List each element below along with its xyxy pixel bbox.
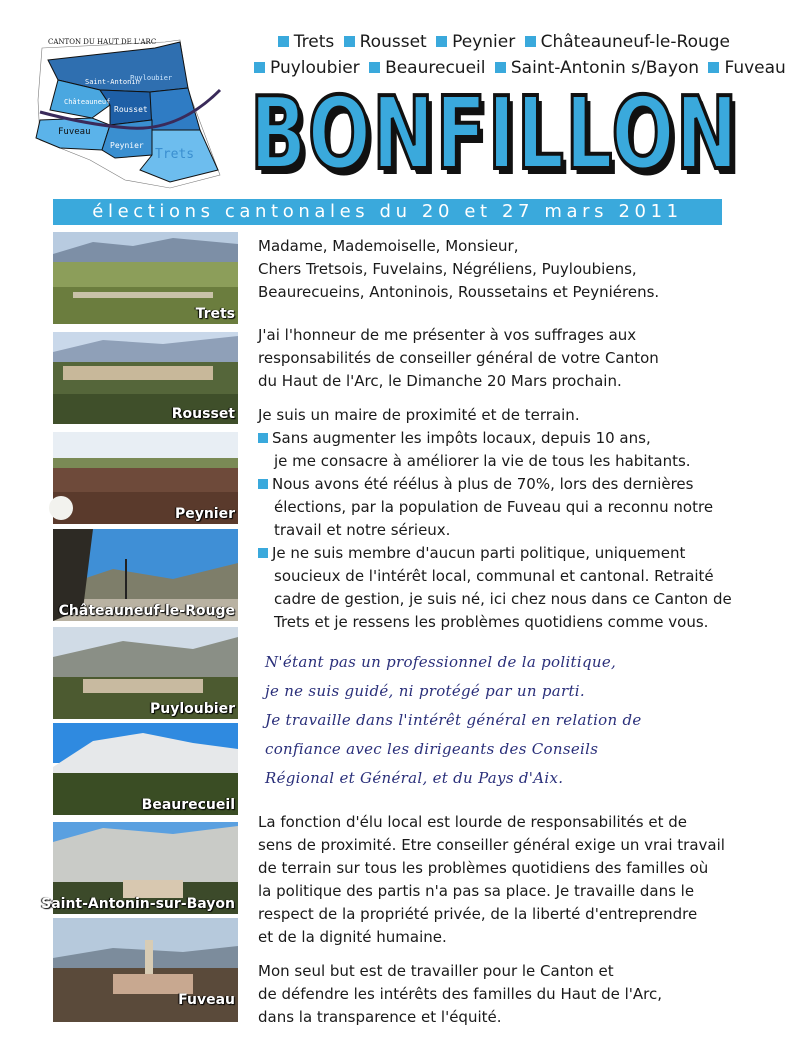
commune-item: Fuveau <box>708 57 785 79</box>
candidate-name-title: BONFILLON <box>250 75 740 192</box>
map-label-puyloubier: Puyloubier <box>130 74 173 82</box>
blue-square-icon <box>708 62 719 73</box>
photo-label: Rousset <box>171 406 235 422</box>
commune-item: Trets <box>278 31 334 53</box>
lead-sentence: Je suis un maire de proximité et de terrain. <box>258 406 580 424</box>
bullet-square-icon <box>258 548 268 558</box>
photo-label: Peynier <box>174 506 235 522</box>
blue-square-icon <box>495 62 506 73</box>
bullet-independent: Je ne suis membre d'aucun parti politique, uniquement soucieux de l'intérêt local, communal et cantonal. Retraité cadre de gestion, je suis né, ici chez nous dans ce Canton de Trets et je ressens les problèmes quotidiens comme vous. <box>258 542 728 634</box>
photo-puyloubier <box>53 627 238 719</box>
commune-item: Rousset <box>344 31 427 53</box>
photo-label: Fuveau <box>178 992 235 1008</box>
photo-chateauneuf-le-rouge <box>53 529 238 621</box>
commune-item: Beaurecueil <box>369 57 485 79</box>
map-title: CANTON DU HAUT DE L'ARC <box>48 38 157 46</box>
photo-label: Trets <box>195 306 235 322</box>
photo-label: Saint-Antonin-sur-Bayon <box>41 896 235 912</box>
blue-square-icon <box>436 36 447 47</box>
photo-label: Châteauneuf-le-Rouge <box>58 603 235 619</box>
bullet-square-icon <box>258 433 268 443</box>
election-dates-banner: élections cantonales du 20 et 27 mars 2011 <box>53 199 722 225</box>
photo-label: Beaurecueil <box>141 797 235 813</box>
map-label-chateauneuf: Châteauneuf <box>64 98 111 106</box>
bullet-square-icon <box>258 479 268 489</box>
canton-map <box>30 30 230 190</box>
photo-rousset <box>53 332 238 424</box>
map-label-trets: Trets <box>155 147 195 162</box>
bullet-reelection: Nous avons été réélus à plus de 70%, lors des dernières élections, par la population de Fuveau qui a reconnu notre travail et notre sérieux. <box>258 473 728 542</box>
handwritten-note: N'étant pas un professionnel de la politique, je ne suis guidé, ni protégé par un parti. Je travaille dans l'intérêt général en relation de confiance avec les dirigeants des Conseils Régional et Général, et du Pays d'Aix. <box>265 653 642 787</box>
goal-paragraph: Mon seul but est de travailler pour le Canton et de défendre les intérêts des familles du Haut de l'Arc, dans la transparence et l'équité. <box>258 962 663 1026</box>
photo-beaurecueil <box>53 723 238 815</box>
blue-square-icon <box>254 62 265 73</box>
map-label-peynier: Peynier <box>110 141 144 150</box>
blue-square-icon <box>525 36 536 47</box>
blue-square-icon <box>344 36 355 47</box>
greeting: Madame, Mademoiselle, Monsieur, Chers Tretsois, Fuvelains, Négréliens, Puyloubiens, Beaurecueins, Antoninois, Roussetains et Peyniérens. <box>258 237 660 301</box>
photo-fuveau <box>53 918 238 1010</box>
photo-trets <box>53 232 238 324</box>
map-label-rousset: Rousset <box>114 105 148 114</box>
blue-square-icon <box>369 62 380 73</box>
photo-peynier <box>53 432 238 524</box>
commune-list-row-1 <box>250 31 730 53</box>
photo-label: Puyloubier <box>150 701 235 717</box>
map-label-fuveau: Fuveau <box>58 127 91 137</box>
commune-item: Saint-Antonin s/Bayon <box>495 57 699 79</box>
bullet-taxes: Sans augmenter les impôts locaux, depuis 10 ans, je me consacre à améliorer la vie de tous les habitants. <box>258 427 728 473</box>
commune-item: Puyloubier <box>254 57 360 79</box>
blue-square-icon <box>278 36 289 47</box>
function-paragraph: La fonction d'élu local est lourde de responsabilités et de sens de proximité. Etre conseiller général exige un vrai travail de terrain sur tous les problèmes quotidiens des familles où la politique des partis n'a pas sa place. Je travaille dans le respect de la propriété privée, de la liberté d'entreprendre et de la dignité humaine. <box>258 813 725 946</box>
intro-paragraph: J'ai l'honneur de me présenter à vos suffrages aux responsabilités de conseiller général de votre Canton du Haut de l'Arc, le Dimanche 20 Mars prochain. <box>258 326 659 390</box>
commune-item: Châteauneuf-le-Rouge <box>525 31 730 53</box>
commune-item: Peynier <box>436 31 515 53</box>
photo-saint-antonin-sur-bayon <box>41 822 238 914</box>
map-label-saint-antonin: Saint-Antonin <box>85 78 140 86</box>
